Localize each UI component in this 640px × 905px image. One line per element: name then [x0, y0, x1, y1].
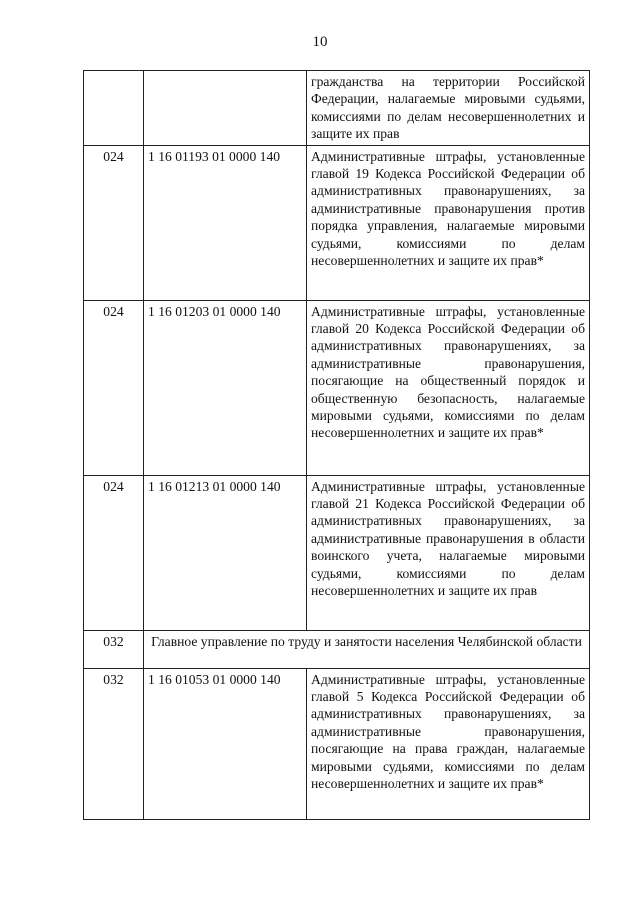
- revenue-codes-table: [83, 70, 590, 820]
- revenue-description-cell: Административные штрафы, установленные главой 19 Кодекса Российской Федерации об административных правонарушениях, за административные правонарушения против порядка управления, налагаемые мировыми судьями, комиссиями по делам несовершеннолетних и защите их прав*: [307, 145, 590, 300]
- budget-classification-code-cell: [144, 71, 307, 146]
- administrator-name-cell: Главное управление по труду и занятости населения Челябинской области: [144, 630, 590, 668]
- administrator-code-cell: 024: [84, 145, 144, 300]
- administrator-code-cell: 032: [84, 630, 144, 668]
- administrator-code-cell: 024: [84, 475, 144, 630]
- administrator-code-cell: 024: [84, 300, 144, 475]
- administrator-code-cell: 032: [84, 668, 144, 819]
- administrator-header-row: [84, 630, 590, 668]
- budget-classification-code-cell: 1 16 01213 01 0000 140: [144, 475, 307, 630]
- table-row: [84, 668, 590, 819]
- table-row: [84, 71, 590, 146]
- budget-classification-code-cell: 1 16 01193 01 0000 140: [144, 145, 307, 300]
- revenue-description-cell: Административные штрафы, установленные главой 5 Кодекса Российской Федерации об административных правонарушениях, за административные правонарушения, посягающие на права граждан, налагаемые мировыми судьями, комиссиями по делам несовершеннолетних и защите их прав*: [307, 668, 590, 819]
- table-row: [84, 145, 590, 300]
- page-number: 10: [312, 34, 328, 50]
- administrator-code-cell: [84, 71, 144, 146]
- table-row: [84, 475, 590, 630]
- table-row: [84, 300, 590, 475]
- budget-classification-code-cell: 1 16 01053 01 0000 140: [144, 668, 307, 819]
- revenue-description-cell: Административные штрафы, установленные главой 20 Кодекса Российской Федерации об административных правонарушениях, за административные правонарушения, посягающие на общественный порядок и общественную безопасность, налагаемые мировыми судьями, комиссиями по делам несовершеннолетних и защите их прав*: [307, 300, 590, 475]
- revenue-description-cell: гражданства на территории Российской Федерации, налагаемые мировыми судьями, комиссиями по делам несовершеннолетних и защите их прав: [307, 71, 590, 146]
- budget-classification-code-cell: 1 16 01203 01 0000 140: [144, 300, 307, 475]
- revenue-description-cell: Административные штрафы, установленные главой 21 Кодекса Российской Федерации об административных правонарушениях, за административные правонарушения в области воинского учета, налагаемые мировыми судьями, комиссиями по делам несовершеннолетних и защите их прав: [307, 475, 590, 630]
